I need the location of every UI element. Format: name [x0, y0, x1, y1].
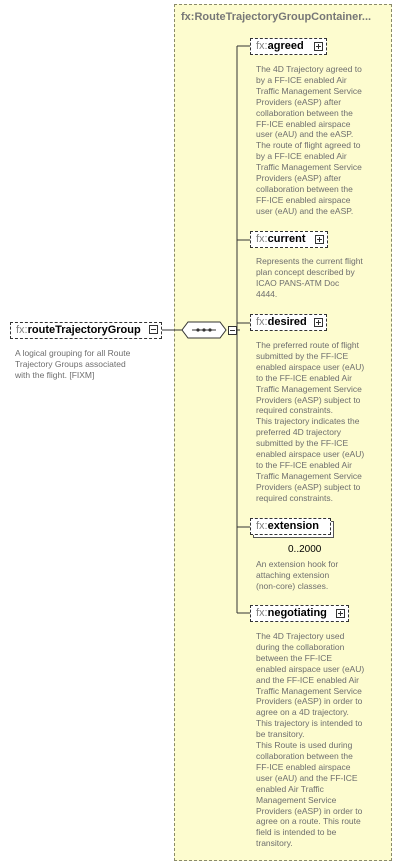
element-node-extension[interactable]: [250, 518, 331, 535]
element-prefix: fx:: [256, 40, 268, 52]
expand-plus-icon[interactable]: [314, 42, 323, 51]
element-description-desired: The preferred route of flight submitted by the FF-ICE enabled airspace user (eAU) to the FF-ICE enabled Air Traffic Management Service Providers (eASP) subject to required constraints. This trajectory indicates the preferred 4D trajectory submitted by the FF-ICE enabled airspace user (eAU) to the FF-ICE enabled Air Traffic Management Service Providers (eASP) subject to required constraints.: [256, 340, 365, 503]
element-name: negotiating: [267, 607, 327, 619]
sequence-collapse-toggle[interactable]: [228, 326, 237, 335]
element-name: agreed: [267, 40, 304, 52]
element-node-desired[interactable]: [250, 314, 327, 331]
expand-plus-icon[interactable]: [315, 235, 324, 244]
element-description-agreed: The 4D Trajectory agreed to by a FF-ICE enabled Air Traffic Management Service Providers (eASP) after collaboration between the FF-ICE enabled airspace user (eAU) and the eASP. The route of flight agreed to by a FF-ICE enabled Air Traffic Management Service Providers (eASP) after collaboration between the FF-ICE enabled airspace user (eAU) and the eASP.: [256, 64, 362, 216]
root-collapse-toggle[interactable]: [149, 325, 158, 334]
element-description-current: Represents the current flight plan concept described by ICAO PANS-ATM Doc 4444.: [256, 256, 363, 299]
element-prefix: fx:: [256, 316, 268, 328]
element-prefix: fx:: [256, 520, 268, 532]
element-node-current[interactable]: [250, 231, 328, 248]
element-prefix: fx:: [256, 607, 268, 619]
root-element-prefix: fx:: [16, 324, 28, 336]
expand-plus-icon[interactable]: [336, 609, 345, 618]
root-element-description: A logical grouping for all Route Trajectory Groups associated with the flight. [FIXM]: [15, 348, 131, 380]
expand-plus-icon[interactable]: [314, 318, 323, 327]
element-prefix: fx:: [256, 233, 268, 245]
element-description-extension: An extension hook for attaching extension (non-core) classes.: [256, 559, 339, 591]
element-description-negotiating: The 4D Trajectory used during the collaboration between the FF-ICE enabled airspace user (eAU) and the FF-ICE enabled Air Traffic Management Service Providers (eASP) in order to agree on a 4D trajectory. This trajectory is intended to be transitory. This Route is used during collaboration between the FF-ICE enabled airspace user (eAU) and the FF-ICE enabled Air Traffic Management Service Providers (eASP) in order to agree on a route. This route field is intended to be transitory.: [256, 631, 365, 849]
root-element-node[interactable]: [10, 322, 162, 339]
element-name: desired: [267, 316, 307, 328]
element-name: extension: [267, 520, 319, 532]
root-element-name: routeTrajectoryGroup: [27, 324, 141, 336]
container-title: fx:RouteTrajectoryGroupContainer...: [181, 11, 372, 23]
element-name: current: [267, 233, 306, 245]
element-node-agreed[interactable]: [250, 38, 327, 55]
element-node-negotiating[interactable]: [250, 605, 349, 622]
occurrence-range: 0..2000: [288, 544, 322, 555]
